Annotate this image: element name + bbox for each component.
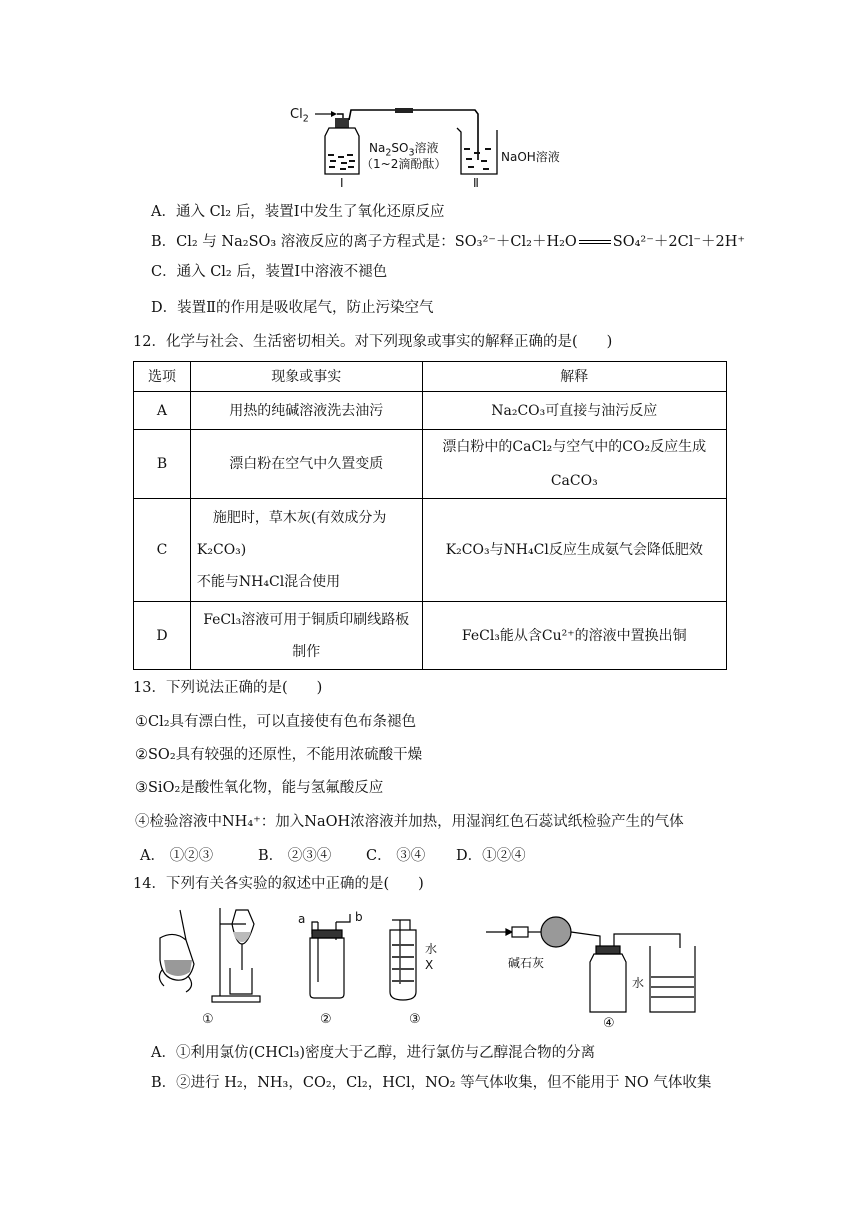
gas-label: $Cl_2$ (290, 107, 309, 125)
roman-label-2: Ⅱ (473, 176, 479, 190)
fig-label-a: a (298, 912, 306, 926)
q13-option-d: D．①②④ (456, 848, 526, 864)
row-b-explain-line2: CaCO₃ (550, 473, 598, 489)
row-b-option: B (134, 430, 191, 499)
row-c-option: C (134, 499, 191, 602)
row-d-fact-line1: FeCl₃溶液可用于铜质印刷线路板 (203, 611, 410, 628)
fig-label-x: X (425, 958, 434, 972)
fig-number-4: ④ (603, 1016, 615, 1031)
row-d-option: D (134, 602, 191, 670)
q13-option-c: C． ③④ (366, 848, 426, 864)
fig-label-soda-lime: 碱石灰 (508, 956, 545, 970)
q13-option-b: B． ②③④ (258, 848, 332, 864)
table-row (134, 602, 727, 670)
row-d-fact (190, 602, 422, 670)
row-c-fact-line1: 施肥时，草木灰(有效成分为 (212, 510, 387, 526)
q11-option-b-right: SO₄²⁻＋2Cl⁻＋2H⁺ (612, 234, 746, 250)
row-a-fact: 用热的纯碱溶液洗去油污 (190, 392, 422, 430)
roman-label-1: Ⅰ (340, 176, 344, 190)
header-fact: 现象或事实 (190, 362, 422, 392)
fig-label-water: 水 (425, 942, 438, 956)
row-d-explain: FeCl₃能从含Cu²⁺的溶液中置换出铜 (422, 602, 726, 670)
q13-item-4: ④检验溶液中NH₄⁺：加入NaOH浓溶液并加热，用湿润红色石蕊试纸检验产生的气体 (135, 814, 684, 830)
equation-sign (579, 240, 611, 244)
q11-option-d: D．装置Ⅱ的作用是吸收尾气，防止污染空气 (151, 300, 434, 316)
table-header-row (134, 362, 727, 392)
row-c-fact (190, 499, 422, 602)
q14-stem: 14．下列有关各实验的叙述中正确的是( ) (133, 876, 424, 892)
q12-stem: 12．化学与社会、生活密切相关。对下列现象或事实的解释正确的是( ) (133, 334, 613, 350)
row-c-explain: K₂CO₃与NH₄Cl反应生成氨气会降低肥效 (422, 499, 726, 602)
q11-option-b-left: B．Cl₂ 与 Na₂SO₃ 溶液反应的离子方程式是：SO₃²⁻＋Cl₂＋H₂O (151, 234, 577, 250)
table-row (134, 499, 727, 602)
q11-option-b (151, 232, 745, 252)
figure-apparatus-set-2 (150, 900, 710, 1035)
q13-item-2: ②SO₂具有较强的还原性，不能用浓硫酸干燥 (135, 747, 423, 763)
bottle1-note: （1~2滴酚酞） (361, 157, 447, 171)
fig-number-2: ② (320, 1012, 332, 1027)
row-b-fact: 漂白粉在空气中久置变质 (190, 430, 422, 499)
table-row (134, 392, 727, 430)
q11-option-c: C．通入 Cl₂ 后，装置Ⅰ中溶液不褪色 (151, 264, 388, 280)
row-b-explain-line1: 漂白粉中的CaCl₂与空气中的CO₂反应生成 (442, 439, 707, 455)
q12-table (133, 361, 727, 670)
beaker-label: NaOH溶液 (501, 150, 560, 164)
q13-option-a: A． ①②③ (140, 848, 214, 864)
row-a-option: A (134, 392, 191, 430)
bottle1-label: $Na_2SO_3$溶液 (369, 141, 439, 159)
q13-item-1: ①Cl₂具有漂白性，可以直接使有色布条褪色 (135, 714, 417, 730)
row-b-explain (422, 430, 726, 499)
q14-option-a: A．①利用氯仿(CHCl₃)密度大于乙醇，进行氯仿与乙醇混合物的分离 (151, 1045, 596, 1061)
table-row (134, 430, 727, 499)
header-option: 选项 (134, 362, 191, 392)
fig-number-1: ① (202, 1012, 214, 1027)
row-c-fact-line2: K₂CO₃) (196, 542, 247, 558)
row-c-fact-line3: 不能与NH₄Cl混合使用 (196, 574, 341, 590)
q13-item-3: ③SiO₂是酸性氧化物，能与氢氟酸反应 (135, 780, 384, 796)
fig-number-3: ③ (409, 1012, 421, 1027)
fig-label-water2: 水 (632, 976, 645, 990)
q11-option-a: A．通入 Cl₂ 后，装置Ⅰ中发生了氧化还原反应 (151, 204, 445, 220)
figure-apparatus-1 (285, 100, 585, 195)
fig-label-b: b (355, 910, 363, 924)
row-d-fact-line2: 制作 (292, 643, 321, 660)
q13-stem: 13．下列说法正确的是( ) (133, 680, 323, 696)
header-explain: 解释 (422, 362, 726, 392)
q14-option-b: B．②进行 H₂，NH₃，CO₂，Cl₂，HCl，NO₂ 等气体收集，但不能用于 NO 气体收集 (151, 1075, 712, 1091)
row-a-explain: Na₂CO₃可直接与油污反应 (422, 392, 726, 430)
